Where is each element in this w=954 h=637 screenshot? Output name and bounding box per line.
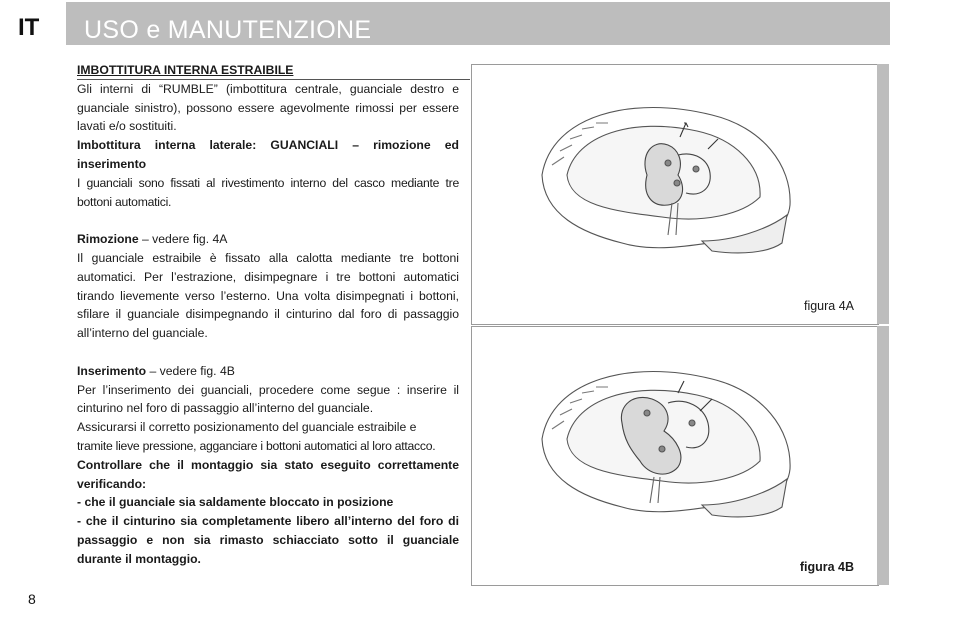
figure-4b-side-bar (877, 326, 889, 585)
bullet-2: - che il cinturino sia completamente libero all’interno del foro di passaggio e non sia rimasto schiacciato sotto il guanciale durante il montaggio. (77, 514, 459, 566)
insertion-paragraph-2b: tramite lieve pressione, agganciare i bottoni automatici al loro attacco. (77, 438, 436, 453)
language-code: IT (18, 14, 40, 41)
insertion-heading (77, 362, 459, 381)
page-title: USO e MANUTENZIONE (84, 16, 372, 44)
insertion-paragraph-1: Per l’inserimento dei guanciali, procedere come segue : inserire il cinturino nel foro di passaggio all’interno del guanciale. (77, 382, 459, 416)
figure-4b-caption: figura 4B (799, 560, 854, 574)
text-column (77, 61, 459, 569)
section-title: IMBOTTITURA INTERNA ESTRAIBILE (77, 63, 294, 77)
insertion-ref: – vedere fig. 4B (146, 363, 235, 378)
insertion-label: Inserimento (77, 363, 147, 378)
figure-4a (471, 64, 879, 325)
bullet-1: - che il guanciale sia saldamente bloccato in posizione (77, 495, 394, 510)
figure-4a-side-bar (877, 64, 889, 324)
removal-heading (77, 230, 459, 249)
figure-4a-caption: figura 4A (803, 299, 854, 313)
warning-text: Controllare che il montaggio sia stato eseguito correttamente verificando: (77, 457, 459, 491)
removal-label: Rimozione (77, 232, 139, 247)
page-number: 8 (28, 591, 36, 607)
insertion-paragraph-2a: Assicurarsi il corretto posizionamento del guanciale estraibile e (77, 420, 417, 435)
spacer (77, 343, 459, 362)
figure-4b (471, 326, 879, 586)
helmet-illustration-4a (472, 65, 878, 324)
removal-ref: – vedere fig. 4A (138, 232, 228, 247)
spacer (77, 211, 459, 230)
sub-title: Imbottitura interna laterale: GUANCIALI – rimozione ed inserimento (77, 138, 459, 171)
removal-paragraph: Il guanciale estraibile è fissato alla calotta mediante tre bottoni automatici. Per l’estrazione, disimpegnare i tre bottoni automatici tirando lievemente verso l’esterno. Una volta disimpegnati i bottoni, sfilare il guanciale disimpegnando il cinturino dal foro di passaggio all’interno del guanciale. (77, 250, 459, 341)
sub-paragraph: I guanciali sono fissati al rivestimento interno del casco mediante tre bottoni automatici. (77, 175, 459, 209)
helmet-illustration-4b (472, 327, 878, 585)
intro-paragraph: Gli interni di “RUMBLE” (imbottitura centrale, guanciale destro e guanciale sinistro), possono essere agevolmente rimossi per essere lavati e/o sostituiti. (77, 81, 459, 134)
header-bar (66, 2, 890, 45)
